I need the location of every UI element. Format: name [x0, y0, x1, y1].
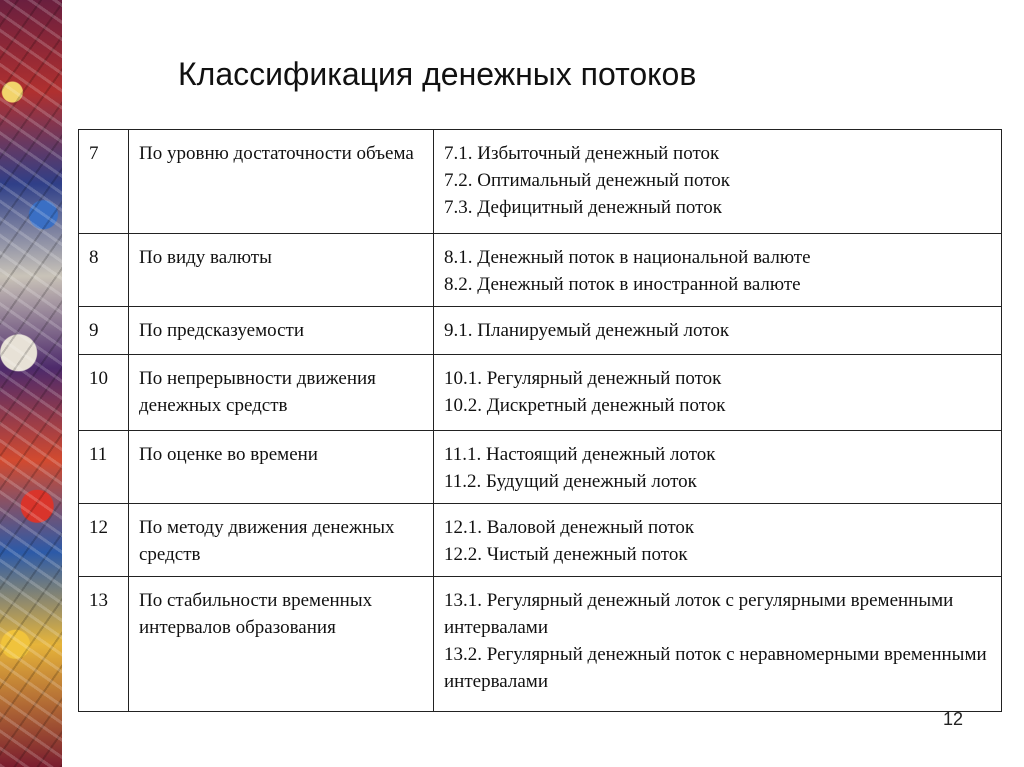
page-number: 12	[943, 709, 964, 729]
type-item: 10.1. Регулярный денежный поток	[444, 368, 722, 389]
types-cell	[434, 431, 1002, 504]
criterion-cell: По предсказуемости	[129, 307, 434, 355]
row-number: 8	[79, 234, 129, 307]
criterion-cell: По стабильности временных интервалов образования	[129, 577, 434, 712]
row-number: 9	[79, 307, 129, 355]
type-item: 13.1. Регулярный денежный лоток с регулярными временными интервалами	[444, 590, 954, 638]
type-item: 7.2. Оптимальный денежный поток	[444, 170, 730, 191]
row-number: 11	[79, 431, 129, 504]
type-item: 13.2. Регулярный денежный поток с неравномерными временными интервалами	[444, 644, 987, 692]
criterion-cell: По методу движения денежных средств	[129, 504, 434, 577]
type-item: 12.2. Чистый денежный поток	[444, 544, 688, 565]
type-item: 8.2. Денежный поток в иностранной валюте	[444, 274, 801, 295]
types-cell	[434, 504, 1002, 577]
row-number: 10	[79, 355, 129, 431]
type-item: 11.2. Будущий денежный лоток	[444, 471, 697, 492]
type-item: 11.1. Настоящий денежный лоток	[444, 444, 716, 465]
type-item: 12.1. Валовой денежный поток	[444, 517, 695, 538]
table-row	[79, 504, 1002, 577]
table-row	[79, 307, 1002, 355]
criterion-cell: По уровню достаточности объема	[129, 130, 434, 234]
type-item: 9.1. Планируемый денежный лоток	[444, 320, 730, 341]
table-row	[79, 234, 1002, 307]
types-cell	[434, 355, 1002, 431]
criterion-cell: По виду валюты	[129, 234, 434, 307]
types-cell	[434, 577, 1002, 712]
decorative-side-artwork	[0, 0, 62, 767]
criterion-cell: По непрерывности движения денежных средств	[129, 355, 434, 431]
table-row	[79, 577, 1002, 712]
type-item: 7.3. Дефицитный денежный поток	[444, 197, 722, 218]
table-row	[79, 431, 1002, 504]
row-number: 7	[79, 130, 129, 234]
table-row	[79, 130, 1002, 234]
table-row	[79, 355, 1002, 431]
type-item: 7.1. Избыточный денежный поток	[444, 143, 720, 164]
type-item: 8.1. Денежный поток в национальной валюте	[444, 247, 811, 268]
classification-table	[78, 129, 1002, 712]
row-number: 13	[79, 577, 129, 712]
types-cell	[434, 130, 1002, 234]
row-number: 12	[79, 504, 129, 577]
types-cell	[434, 234, 1002, 307]
criterion-cell: По оценке во времени	[129, 431, 434, 504]
types-cell	[434, 307, 1002, 355]
type-item: 10.2. Дискретный денежный поток	[444, 395, 726, 416]
page-title: Классификация денежных потоков	[178, 56, 697, 92]
